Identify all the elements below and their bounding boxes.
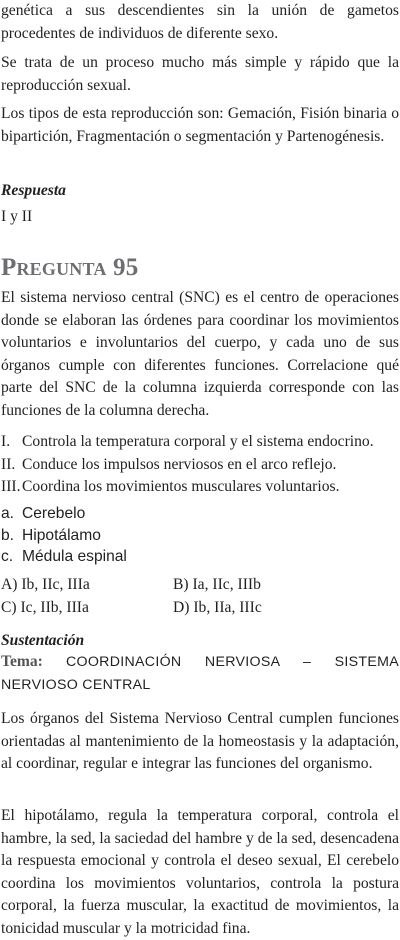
organ-item-c <box>1 546 399 568</box>
organs-list <box>1 503 399 568</box>
organ-item-a <box>1 503 399 525</box>
functions-list <box>1 431 399 499</box>
options-row-2 <box>1 597 399 620</box>
organ-letter: a. <box>1 505 15 522</box>
intro-paragraph-2: Se trata de un proceso mucho más simple y rápido que la reproducción sexual. <box>1 54 399 94</box>
explanation-paragraph-1: Los órganos del Sistema Nervioso Central cumplen funciones orientadas al mantenimiento de la homeostasis y la adaptación, al coordinar, regular e integrar las funciones del organismo. <box>1 710 399 772</box>
function-number: II. <box>1 455 16 473</box>
topic-text: COORDINACIÓN NERVIOSA – SISTEMA NERVIOSO CENTRAL <box>1 654 399 693</box>
organ-letter: c. <box>1 548 14 565</box>
organ-item-b <box>1 525 399 547</box>
topic-line <box>1 651 399 696</box>
intro-paragraph-3: Los tipos de esta reproducción son: Gemación, Fisión binaria o bipartición, Fragmentación o segmentación y Partenogénesis. <box>1 105 399 145</box>
options-row-1 <box>1 574 399 597</box>
organ-text: Médula espinal <box>22 548 127 565</box>
function-number: III. <box>1 478 21 495</box>
explanation-paragraph-2: El hipotálamo, regula la temperatura corporal, controla el hambre, la sed, la saciedad del hambre y de la sed, desencadena la respuesta emocional y controla el deseo sexual, El cerebelo coordina los movimientos voluntarios, controla la postura corporal, la fuerza muscular, la exactitud de movimientos, la tonicidad muscular y la motricidad fina. <box>1 807 399 937</box>
question-number: 95 <box>113 254 139 281</box>
option-a: A) Ib, IIc, IIIa <box>1 576 90 593</box>
answer-options <box>1 574 399 619</box>
question-title <box>1 253 399 283</box>
option-d: D) Ib, IIa, IIIc <box>173 598 262 616</box>
function-item-2 <box>1 454 399 477</box>
topic-label: Tema: <box>1 653 43 670</box>
organ-text: Hipotálamo <box>22 526 101 544</box>
option-b: B) Ia, IIc, IIIb <box>173 576 261 593</box>
function-number: I. <box>1 433 11 450</box>
function-text: Controla la temperatura corporal y el sistema endocrino. <box>22 433 374 450</box>
answer-value: I y II <box>1 208 33 225</box>
function-text: Conduce los impulsos nerviosos en el arco reflejo. <box>22 455 337 473</box>
question-statement: El sistema nervioso central (SNC) es el centro de operaciones donde se elaboran las órdenes para coordinar los movimientos voluntarios e involuntarios del cuerpo, y cada uno de sus órganos cumple con diferentes funciones. Correlacione qué parte del SNC de la columna izquierda corresponde con las funciones de la columna derecha. <box>1 289 399 419</box>
function-item-3 <box>1 476 399 499</box>
function-text: Coordina los movimientos musculares voluntarios. <box>22 478 340 495</box>
question-title-word: Pregunta <box>1 254 107 281</box>
intro-paragraph-1: genética a sus descendientes sin la unión de gametos procedentes de individuos de diferente sexo. <box>1 2 399 42</box>
answer-label: Respuesta <box>1 182 66 199</box>
sustentacion-label: Sustentación <box>1 632 85 649</box>
organ-text: Cerebelo <box>22 505 86 522</box>
option-c: C) Ic, IIb, IIIa <box>1 598 89 616</box>
organ-letter: b. <box>1 526 15 544</box>
function-item-1 <box>1 431 399 454</box>
